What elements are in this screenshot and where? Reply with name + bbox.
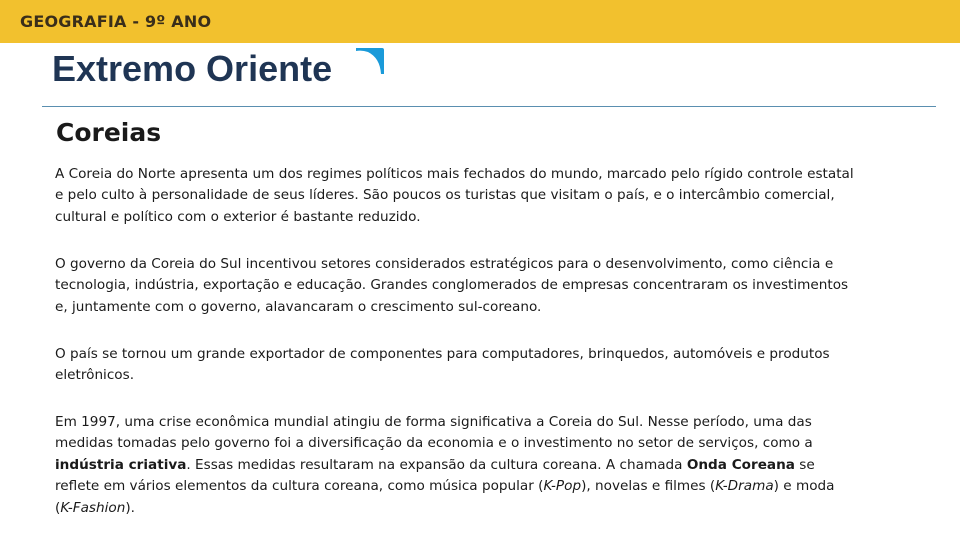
bold-term-creative-industry: indústria criativa <box>55 456 187 473</box>
section-heading: Coreias <box>56 118 162 147</box>
text-run: . Essas medidas resultaram na expansão da cultura coreana. A chamada <box>186 456 687 473</box>
bold-term-korean-wave: Onda Coreana <box>686 456 795 473</box>
title-divider <box>42 106 936 107</box>
paragraph-south-korea-government: O governo da Coreia do Sul incentivou setores considerados estratégicos para o desenvolvimento, como ciência e tecnologia, indústria, exportação e educação. Grandes conglomerados de empresas concentraram os investimentos e, juntamente com o governo, alavancaram o crescimento sul-coreano. <box>55 255 849 315</box>
subject-label: GEOGRAFIA - 9º ANO <box>20 12 212 31</box>
paragraph-exporter: O país se tornou um grande exportador de componentes para computadores, brinquedos, automóveis e produtos eletrônicos. <box>55 345 830 384</box>
header-bar <box>0 0 960 43</box>
body-text <box>55 164 855 519</box>
italic-term-kfashion: K-Fashion <box>60 499 126 516</box>
text-run: ), novelas e filmes ( <box>581 478 716 495</box>
corner-accent-icon <box>354 44 388 78</box>
text-run: se reflete em vários elementos da cultura coreana, como música popular ( <box>55 456 815 495</box>
slide-title: Extremo Oriente <box>52 48 333 89</box>
text-run: ). <box>125 499 135 516</box>
paragraph-north-korea: A Coreia do Norte apresenta um dos regimes políticos mais fechados do mundo, marcado pelo rígido controle estatal e pelo culto à personalidade de seus líderes. São poucos os turistas que visitam o país, e o intercâmbio comercial, cultural e político com o exterior é bastante reduzido. <box>55 166 854 225</box>
text-run: ) e moda ( <box>55 478 835 516</box>
italic-term-kdrama: K-Drama <box>715 478 774 495</box>
italic-term-kpop: K-Pop <box>543 478 582 495</box>
paragraph-1997-crisis <box>55 412 855 519</box>
text-run: Em 1997, uma crise econômica mundial atingiu de forma significativa a Coreia do Sul. Nesse período, uma das medidas tomadas pelo governo foi a diversificação da economia e o investimento no setor de serviços, como a <box>55 414 813 452</box>
